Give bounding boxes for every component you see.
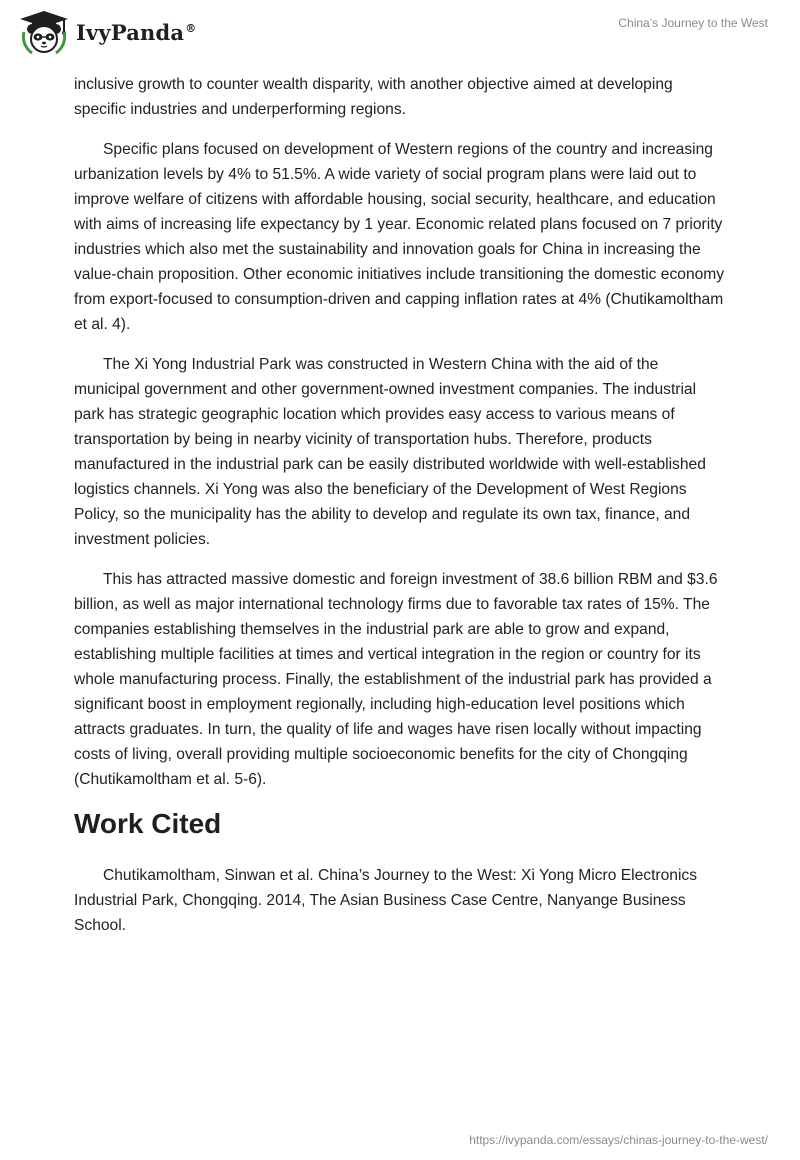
citation-entry: Chutikamoltham, Sinwan et al. China’s Journey to the West: Xi Yong Micro Electronics Industrial Park, Chongqing. 2014, The Asian Business Case Centre, Nanyange Business School.: [74, 867, 698, 934]
brand-logo[interactable]: [14, 8, 196, 56]
body-paragraph: The Xi Yong Industrial Park was constructed in Western China with the aid of the municipal government and other government-owned investment companies. The industrial park has strategic geographic location which provides easy access to various means of transportation by being in nearby vicinity of transportation hubs. Therefore, products manufactured in the industrial park can be easily distributed worldwide with well-established logistics channels. Xi Yong was also the beneficiary of the Development of West Regions Policy, so the municipality has the ability to develop and regulate its own tax, finance, and investment policies.: [74, 356, 706, 548]
body-paragraph: inclusive growth to counter wealth disparity, with another objective aimed at developing specific industries and underperforming regions.: [74, 76, 673, 118]
page-header: [0, 0, 800, 62]
registered-mark: ®: [185, 21, 197, 35]
works-cited-heading: Work Cited: [74, 808, 222, 839]
panda-graduate-icon: [14, 8, 74, 56]
body-paragraph: Specific plans focused on development of Western regions of the country and increasing urbanization levels by 4% to 51.5%. A wide variety of social program plans were laid out to improve welfare of citizens with affordable housing, social security, healthcare, and education with aims of increasing life expectancy by 1 year. Economic related plans focused on 7 priority industries which also met the sustainability and innovation goals for China in increasing the value-chain proposition. Other economic initiatives include transitioning the domestic economy from export-focused to consumption-driven and capping inflation rates at 4% (Chutikamoltham et al. 4).: [74, 141, 725, 333]
essay-body: [74, 72, 728, 953]
body-paragraph: This has attracted massive domestic and foreign investment of 38.6 billion RBM and $3.6 billion, as well as major international technology firms due to favorable tax rates of 15%. The companies establishing themselves in the industrial park are able to grow and expand, establishing multiple facilities at times and vertical integration in the region or country for its whole manufacturing process. Finally, the establishment of the industrial park has provided a significant boost in employment regionally, including high-education level positions which attracts graduates. In turn, the quality of life and wages have risen locally without impacting costs of living, overall providing multiple socioeconomic benefits for the city of Chongqing (Chutikamoltham et al. 5-6).: [74, 571, 718, 788]
running-title: China’s Journey to the West: [618, 16, 768, 30]
brand-name: IvyPanda®: [76, 19, 197, 45]
source-url[interactable]: https://ivypanda.com/essays/chinas-journey-to-the-west/: [469, 1133, 768, 1147]
